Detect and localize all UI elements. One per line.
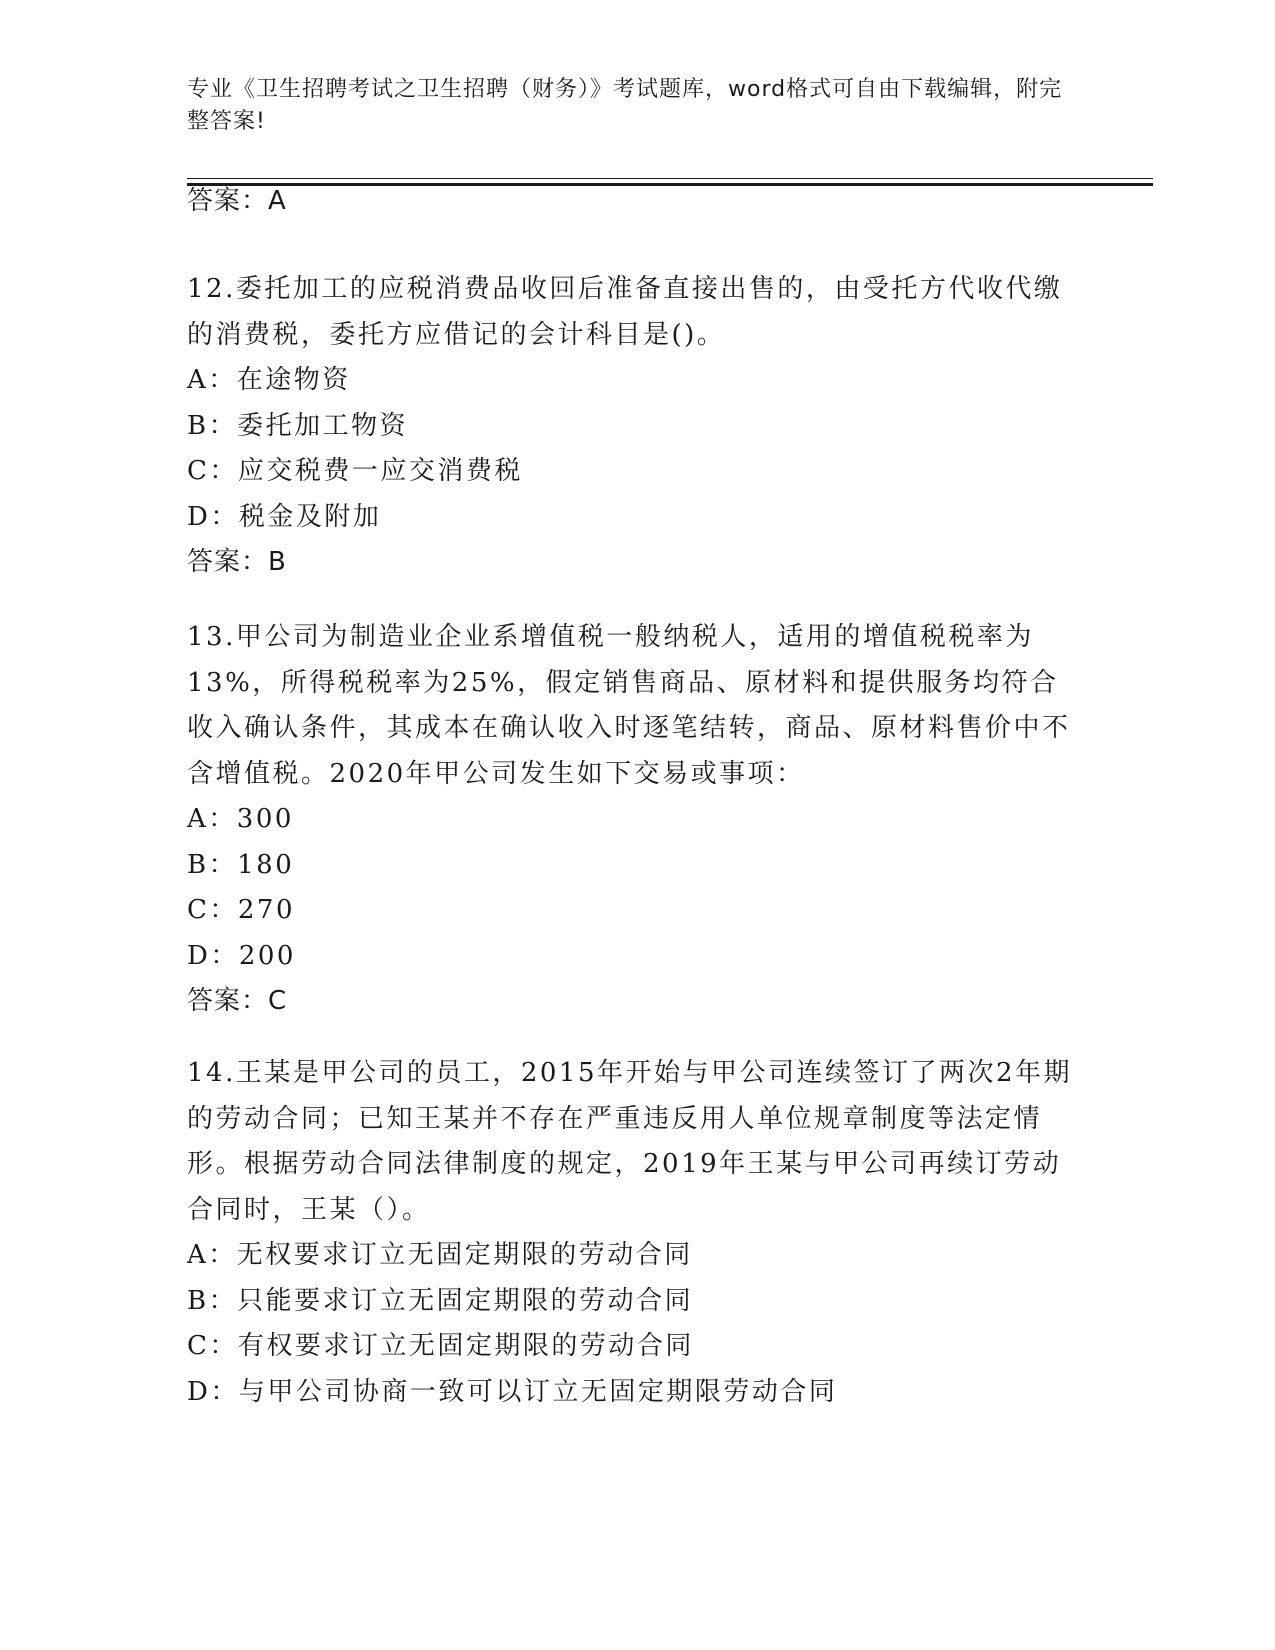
option-a: A：无权要求订立无固定期限的劳动合同 bbox=[187, 1240, 693, 1270]
previous-answer-block bbox=[187, 179, 1087, 225]
option-b: B：180 bbox=[187, 849, 295, 880]
previous-answer: 答案：A bbox=[187, 186, 287, 216]
question-stem: 13.甲公司为制造业企业系增值税一般纳税人，适用的增值税税率为13%，所得税税率为25%，假定销售商品、原材料和提供服务均符合收入确认条件，其成本在确认收入时逐笔结转，商品、原材料售价中不含增值税。2020年甲公司发生如下交易或事项： bbox=[187, 622, 1071, 789]
option-b: B：委托加工物资 bbox=[187, 410, 409, 441]
option-c: C：有权要求订立无固定期限的劳动合同 bbox=[187, 1331, 694, 1361]
question-14 bbox=[187, 1051, 1087, 1415]
question-stem: 14.王某是甲公司的员工，2015年开始与甲公司连续签订了两次2年期的劳动合同；已知王某并不存在严重违反用人单位规章制度等法定情形。根据劳动合同法律制度的规定，2019年王某与甲公司再续订劳动合同时，王某（）。 bbox=[187, 1058, 1073, 1225]
page-header: 专业《卫生招聘考试之卫生招聘（财务）》考试题库，word格式可自由下载编辑，附完整答案! bbox=[187, 77, 1063, 134]
option-d: D：税金及附加 bbox=[187, 501, 382, 532]
question-13 bbox=[187, 615, 1087, 1025]
question-stem: 12.委托加工的应税消费品收回后准备直接出售的，由受托方代收代缴的消费税，委托方应借记的会计科目是()。 bbox=[187, 274, 1063, 350]
option-c: C：270 bbox=[187, 895, 296, 925]
question-12 bbox=[187, 267, 1087, 586]
option-d: D：与甲公司协商一致可以订立无固定期限劳动合同 bbox=[187, 1376, 838, 1407]
answer: 答案：B bbox=[187, 547, 287, 577]
answer: 答案：C bbox=[187, 986, 288, 1016]
option-a: A：在途物资 bbox=[187, 365, 351, 395]
option-d: D：200 bbox=[187, 940, 296, 971]
option-c: C：应交税费一应交消费税 bbox=[187, 456, 523, 486]
option-a: A：300 bbox=[187, 804, 294, 834]
option-b: B：只能要求订立无固定期限的劳动合同 bbox=[187, 1285, 694, 1316]
